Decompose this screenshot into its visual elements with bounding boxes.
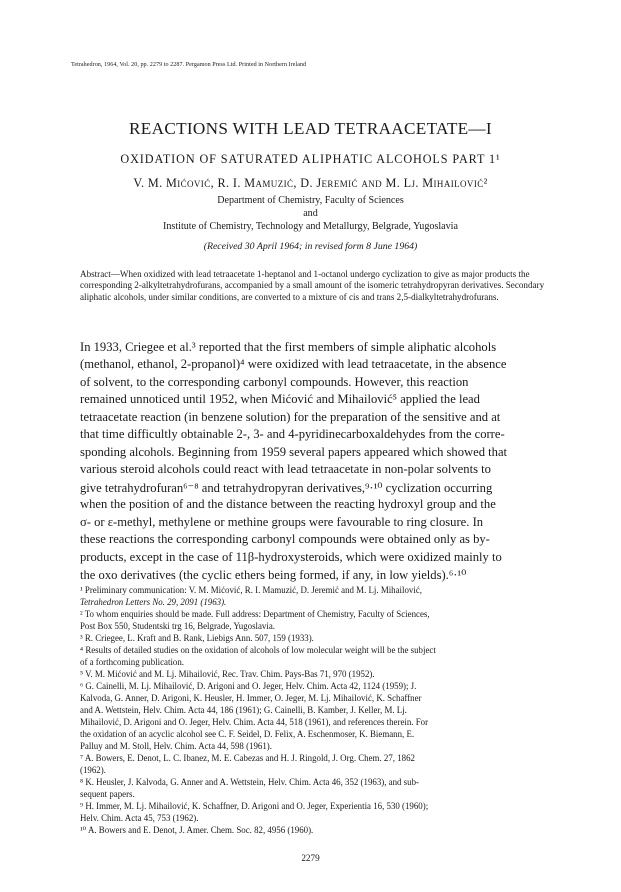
footnote-line: ⁵ V. M. Mićović and M. Lj. Mihailović, Rec. Trav. Chim. Pays-Bas 71, 970 (1952). <box>80 669 375 679</box>
body-line: σ- or ε-methyl, methylene or methine groups were favourable to ring closure. In <box>80 515 484 529</box>
body-line: of solvent, to the corresponding carbonyl compounds. However, this reaction <box>80 375 469 389</box>
footnote-line: ³ R. Criegee, L. Kraft and B. Rank, Liebigs Ann. 507, 159 (1933). <box>80 633 314 643</box>
footnote-line: ¹⁰ A. Bowers and E. Denot, J. Amer. Chem. Soc. 82, 4956 (1960). <box>80 825 314 835</box>
article-title: REACTIONS WITH LEAD TETRAACETATE—I <box>129 119 492 138</box>
footnote-line: ¹ Preliminary communication: V. M. Mićović, R. I. Mamuzić, D. Jeremić and M. Lj. Mihailović, <box>80 585 422 595</box>
affiliation-2: Institute of Chemistry, Technology and Metallurgy, Belgrade, Yugoslavia <box>163 221 458 232</box>
article-subtitle: OXIDATION OF SATURATED ALIPHATIC ALCOHOLS PART 1¹ <box>120 152 501 166</box>
abstract: Abstract—When oxidized with lead tetraacetate 1-heptanol and 1-octanol undergo cyclization to give as major products the corresponding 2-alkyltetrahydrofurans, accompanied by a small amount of the isomeric tetrahydropyran derivatives. Secondary aliphatic alcohols, under similar conditions, are converted to a mixture of cis and trans 2,5-dialkyltetrahydrofurans. <box>80 269 545 302</box>
footnote-line: and A. Wettstein, Helv. Chim. Acta 44, 186 (1961); G. Cainelli, B. Kamber, J. Keller, M. Lj. <box>80 705 407 715</box>
received-dates: (Received 30 April 1964; in revised form 8 June 1964) <box>203 241 418 252</box>
body-line: when the position of and the distance between the reacting hydroxyl group and the <box>80 497 496 511</box>
footnote-line: Post Box 550, Studentski trg 16, Belgrade, Yugoslavia. <box>80 621 275 631</box>
footnote-line: ² To whom enquiries should be made. Full address: Department of Chemistry, Faculty of Sciences, <box>80 609 430 619</box>
body-line: sponding alcohols. Beginning from 1959 several papers appeared which showed that <box>80 445 508 459</box>
footnote-line: Tetrahedron Letters No. 29, 2091 (1963). <box>80 597 227 607</box>
footnote-line: ⁷ A. Bowers, E. Denot, L. C. Ibanez, M. E. Cabezas and H. J. Ringold, J. Org. Chem. 27, 1862 <box>80 753 415 763</box>
footnote-line: Kalvoda, G. Anner, D. Arigoni, K. Heusler, H. Immer, O. Jeger, M. Lj. Mihailović, K. Schaffner <box>80 693 422 703</box>
footnote-line: Palluy and M. Stoll, Helv. Chim. Acta 44, 598 (1961). <box>80 741 272 751</box>
body-line: these reactions the corresponding carbonyl compounds were obtained only as by- <box>80 532 490 546</box>
journal-header: Tetrahedron, 1964, Vol. 20, pp. 2279 to 2287. Pergamon Press Ltd. Printed in Northern Ireland <box>71 62 307 68</box>
affiliation-1: Department of Chemistry, Faculty of Sciences <box>217 195 404 206</box>
footnote-line: ⁴ Results of detailed studies on the oxidation of alcohols of low molecular weight will be the subject <box>80 645 436 655</box>
body-line: products, except in the case of 11β-hydroxysteroids, which were oxidized mainly to <box>80 550 502 564</box>
page-number: 2279 <box>301 853 320 863</box>
body-line: tetraacetate reaction (in benzene solution) for the preparation of the sensitive and at <box>80 410 501 424</box>
footnote-line: Mihailović, D. Arigoni and O. Jeger, Helv. Chim. Acta 44, 518 (1961), and references therein. For <box>80 717 429 727</box>
body-line: the oxo derivatives (the cyclic ethers being formed, if any, in low yields).⁶·¹⁰ <box>80 568 467 582</box>
footnote-line: (1962). <box>80 765 106 775</box>
affiliation-and: and <box>303 208 318 219</box>
author-list: V. M. Mićović, R. I. Mamuzić, D. Jeremić and M. Lj. Mihailović² <box>133 176 488 190</box>
footnote-line: of a forthcoming publication. <box>80 657 185 667</box>
footnote-line: ⁶ G. Cainelli, M. Lj. Mihailović, D. Arigoni and O. Jeger, Helv. Chim. Acta 42, 1124 (1959); J. <box>80 681 417 691</box>
footnote-line: ⁹ H. Immer, M. Lj. Mihailović, K. Schaffner, D. Arigoni and O. Jeger, Experientia 16, 530 (1960); <box>80 801 429 811</box>
body-line: remained unnoticed until 1952, when Mićović and Mihailović⁵ applied the lead <box>80 392 480 406</box>
body-line: (methanol, ethanol, 2-propanol)⁴ were oxidized with lead tetraacetate, in the absence <box>80 357 507 371</box>
body-line: that time difficultly obtainable 2-, 3- and 4-pyridinecarboxaldehydes from the corre- <box>80 427 505 441</box>
body-line: give tetrahydrofuran⁶⁻⁸ and tetrahydropyran derivatives,⁹·¹⁰ cyclization occurring <box>80 481 493 495</box>
footnote-line: sequent papers. <box>80 789 135 799</box>
footnote-line: the oxidation of an acyclic alcohol see C. F. Seidel, D. Felix, A. Eschenmoser, K. Biemann, E. <box>80 729 415 739</box>
body-line: In 1933, Criegee et al.³ reported that the first members of simple aliphatic alcohols <box>80 340 497 354</box>
footnote-line: Helv. Chim. Acta 45, 753 (1962). <box>80 813 199 823</box>
body-line: various steroid alcohols could react with lead tetraacetate in non-polar solvents to <box>80 462 491 476</box>
footnote-line: ⁸ K. Heusler, J. Kalvoda, G. Anner and A. Wettstein, Helv. Chim. Acta 46, 352 (1963), and sub- <box>80 777 419 787</box>
